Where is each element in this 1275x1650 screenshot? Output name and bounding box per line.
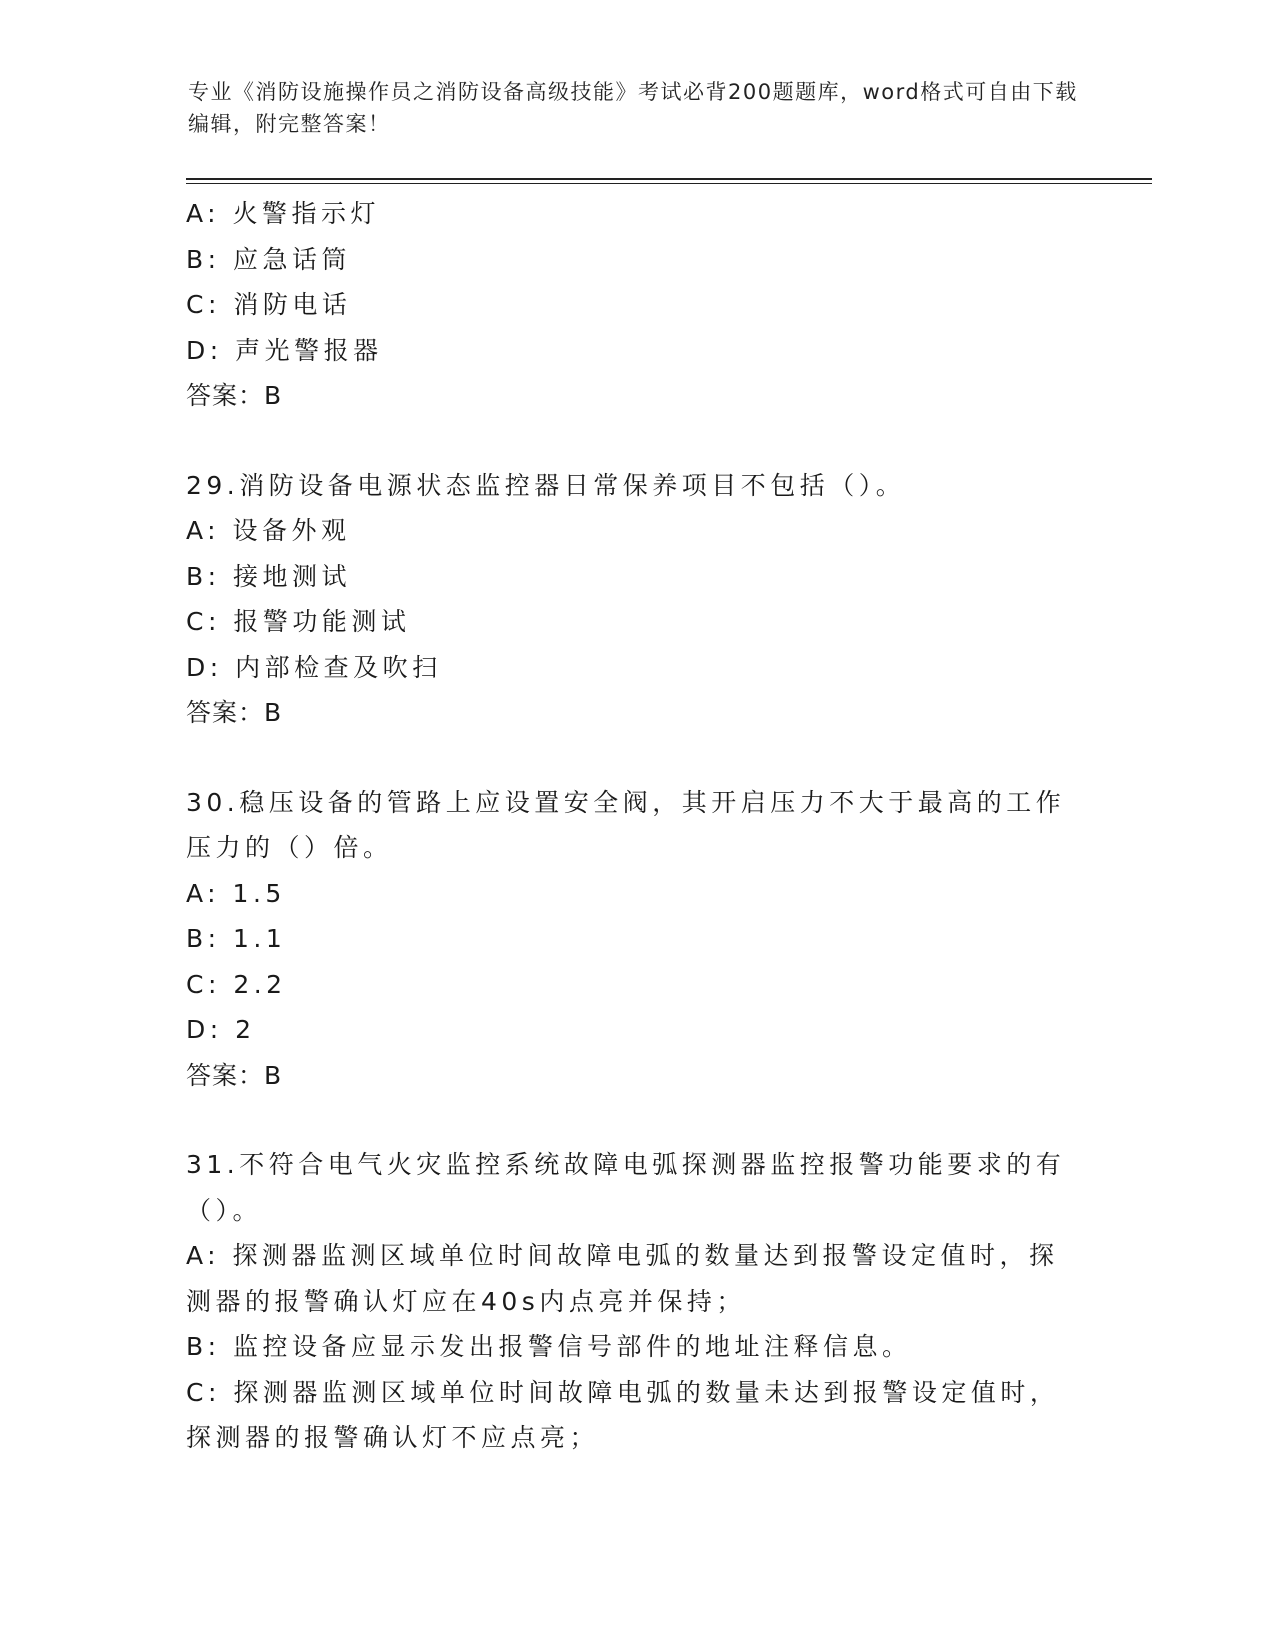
document-header: 专业《消防设施操作员之消防设备高级技能》考试必背200题题库，word格式可自由下载编辑，附完整答案！ bbox=[188, 80, 1078, 136]
answer-line: 答案：B bbox=[186, 1060, 283, 1090]
header-divider-thin bbox=[186, 183, 1152, 184]
option-b: B: 接地测试 bbox=[186, 561, 352, 591]
answer-line: 答案：B bbox=[186, 698, 283, 727]
question-stem: 29.消防设备电源状态监控器日常保养项目不包括（）。 bbox=[186, 470, 906, 500]
option-a: A: 火警指示灯 bbox=[186, 199, 381, 228]
option-d: D: 2 bbox=[186, 1015, 256, 1044]
option-a: A: 探测器监测区域单位时间故障电弧的数量达到报警设定值时，探测器的报警确认灯应在40s内点亮并保持； bbox=[186, 1241, 1059, 1316]
option-b: B: 监控设备应显示发出报警信号部件的地址注释信息。 bbox=[186, 1332, 912, 1361]
option-b: B: 应急话筒 bbox=[186, 244, 352, 274]
option-d: D: 声光警报器 bbox=[186, 335, 383, 365]
question-stem: 31.不符合电气火灾监控系统故障电弧探测器监控报警功能要求的有（）。 bbox=[186, 1150, 1066, 1225]
question-block-29 bbox=[186, 463, 1086, 736]
option-c: C: 2.2 bbox=[186, 969, 287, 999]
option-c: C: 消防电话 bbox=[186, 290, 352, 319]
question-block-28 bbox=[186, 191, 1086, 419]
answer-line: 答案：B bbox=[186, 381, 283, 410]
question-stem: 30.稳压设备的管路上应设置安全阀，其开启压力不大于最高的工作压力的（）倍。 bbox=[186, 787, 1066, 862]
header-divider-thick bbox=[186, 178, 1152, 180]
option-c: C: 探测器监测区域单位时间故障电弧的数量未达到报警设定值时，探测器的报警确认灯不应点亮； bbox=[186, 1377, 1060, 1452]
option-d: D: 内部检查及吹扫 bbox=[186, 652, 442, 682]
question-list bbox=[186, 191, 1086, 1461]
option-b: B: 1.1 bbox=[186, 924, 287, 953]
option-a: A: 1.5 bbox=[186, 878, 286, 908]
question-block-31 bbox=[186, 1142, 1086, 1461]
option-a: A: 设备外观 bbox=[186, 516, 351, 545]
option-c: C: 报警功能测试 bbox=[186, 607, 411, 636]
question-block-30 bbox=[186, 780, 1086, 1099]
